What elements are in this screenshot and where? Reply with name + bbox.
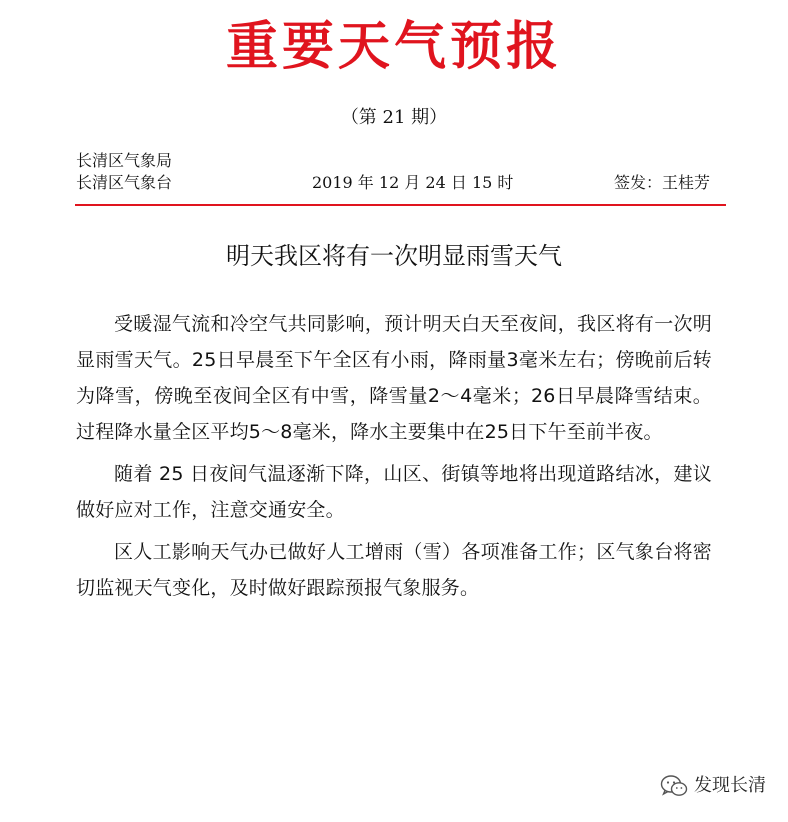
issue-number: （第 21 期） <box>340 107 448 128</box>
issue-date: 2019 年 12 月 24 日 15 时 <box>312 173 514 192</box>
header-divider <box>75 204 726 206</box>
watermark-text: 发现长清 <box>694 775 766 796</box>
article-paragraph: 区人工影响天气办已做好人工增雨（雪）各项准备工作；区气象台将密切监视天气变化，及时做好跟踪预报气象服务。 <box>76 541 712 599</box>
article-paragraph: 随着 25 日夜间气温逐渐下降，山区、街镇等地将出现道路结冰，建议做好应对工作，注意交通安全。 <box>76 463 712 521</box>
article-paragraph: 受暖湿气流和冷空气共同影响，预计明天白天至夜间，我区将有一次明显雨雪天气。25日早晨至下午全区有小雨，降雨量3毫米左右；傍晚前后转为降雪，傍晚至夜间全区有中雪，降雪量2～4毫米；26日早晨降雪结束。过程降水量全区平均5～8毫米，降水主要集中在25日下午至前半夜。 <box>76 313 712 443</box>
wechat-icon <box>660 774 688 798</box>
issuer-bureau: 长清区气象局 <box>76 151 173 170</box>
signer: 签发：王桂芳 <box>613 173 710 192</box>
article-body <box>76 306 712 606</box>
source-watermark <box>660 772 766 800</box>
masthead-title: 重要天气预报 <box>225 16 562 77</box>
article-headline: 明天我区将有一次明显雨雪天气 <box>226 242 562 270</box>
issuer-observatory: 长清区气象台 <box>76 173 173 192</box>
